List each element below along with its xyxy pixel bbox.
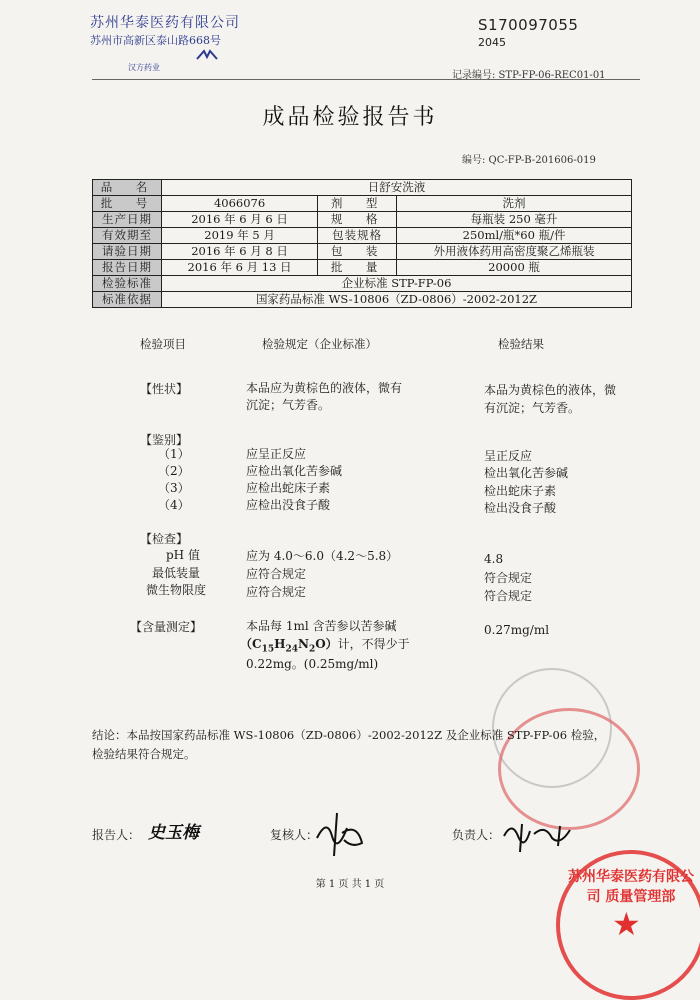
ident-no-1: （1） <box>158 447 190 461</box>
check-name-2: 最低装量 <box>152 566 201 580</box>
ident-rule-3: 应检出蛇床子素 <box>246 481 331 495</box>
conclusion-line2: 检验结果符合规定。 <box>92 747 196 761</box>
table-row <box>93 228 632 244</box>
ident-result-4: 检出没食子酸 <box>484 501 557 515</box>
batch-value: 4066076 <box>162 196 318 212</box>
reporter-label: 报告人： <box>92 828 141 842</box>
ident-rule-2: 应检出氧化苦参碱 <box>246 464 343 478</box>
page-number: 第 1 页 共 1 页 <box>315 879 385 890</box>
column-header-result: 检验结果 <box>498 337 544 351</box>
column-header-rule: 检验规定（企业标准） <box>262 337 377 351</box>
table-row <box>93 180 632 196</box>
basis-value: 国家药品标准 WS-10806（ZD-0806）-2002-2012Z <box>162 292 632 308</box>
table-row <box>93 276 632 292</box>
product-label: 品 名 <box>93 180 162 196</box>
request-date-label: 请验日期 <box>93 244 162 260</box>
report-date-value: 2016 年 6 月 13 日 <box>162 260 318 276</box>
info-table <box>92 179 632 308</box>
conclusion <box>92 726 652 764</box>
ident-no-3: （3） <box>158 481 190 495</box>
reviewer-label: 复核人： <box>270 828 319 842</box>
star-icon: ★ <box>612 905 641 943</box>
formula-open: （C <box>240 637 262 651</box>
exp-value: 2019 年 5 月 <box>162 228 318 244</box>
check-rule-1: 应为 4.0～6.0（4.2～5.8） <box>246 549 399 563</box>
conclusion-line1: 结论：本品按国家药品标准 WS-10806（ZD-0806）-2002-2012Z 及企业标准 STP-FP-06 检验， <box>92 728 606 742</box>
document-subnumber: 2045 <box>478 36 506 49</box>
reporter-signature: 史玉梅 <box>148 823 199 843</box>
trait-rule-line1: 本品应为黄棕色的液体，微有 <box>246 381 403 395</box>
document-number: S170097055 <box>478 16 579 34</box>
ident-result-2: 检出氧化苦参碱 <box>484 466 569 480</box>
reviewer-signature-icon <box>312 808 372 862</box>
form-label: 剂 型 <box>318 196 397 212</box>
ident-result-1: 呈正反应 <box>484 449 533 463</box>
check-name-3: 微生物限度 <box>146 583 207 597</box>
section-ident-label: 【鉴别】 <box>140 433 189 447</box>
packaging-label: 包 装 <box>318 244 397 260</box>
ident-rule-1: 应呈正反应 <box>246 447 307 461</box>
check-name-1: pH 值 <box>166 548 200 562</box>
table-row <box>93 196 632 212</box>
section-check-label: 【检查】 <box>140 532 189 546</box>
product-value: 日舒安洗液 <box>162 180 632 196</box>
logo-icon <box>196 48 218 67</box>
table-row <box>93 260 632 276</box>
report-number: 编号: QC-FP-B-201606-019 <box>462 155 596 166</box>
packaging-value: 外用液体药用高密度聚乙烯瓶装 <box>397 244 632 260</box>
check-rule-2: 应符合规定 <box>246 567 307 581</box>
section-trait-label: 【性状】 <box>140 382 189 396</box>
company-seal-text: 苏州华泰医药有限公司 质量管理部 <box>568 869 694 905</box>
ident-result-3: 检出蛇床子素 <box>484 484 557 498</box>
logo-text: 汉方药业 <box>128 63 160 72</box>
pack-spec-label: 包装规格 <box>318 228 397 244</box>
assay-rule-line3: 0.22mg。(0.25mg/ml) <box>246 657 379 671</box>
form-value: 洗剂 <box>397 196 632 212</box>
batch-label: 批 号 <box>93 196 162 212</box>
check-rule-3: 应符合规定 <box>246 585 307 599</box>
formula-n-count: 2 <box>308 644 316 655</box>
ident-rule-4: 应检出没食子酸 <box>246 498 331 512</box>
mfg-label: 生产日期 <box>93 212 162 228</box>
check-result-3: 符合规定 <box>484 589 533 603</box>
company-address: 苏州市高新区泰山路668号 <box>90 34 221 47</box>
spec-value: 每瓶装 250 毫升 <box>397 212 632 228</box>
exp-label: 有效期至 <box>93 228 162 244</box>
section-assay-label: 【含量测定】 <box>130 620 203 634</box>
check-result-1: 4.8 <box>484 552 504 566</box>
table-row <box>93 244 632 260</box>
formula-n: N <box>297 637 309 651</box>
trait-rule-line2: 沉淀；气芳香。 <box>246 398 331 412</box>
formula-suffix: 计，不得少于 <box>337 637 410 651</box>
table-row <box>93 212 632 228</box>
table-row <box>93 292 632 308</box>
request-date-value: 2016 年 6 月 8 日 <box>162 244 318 260</box>
page-title: 成品检验报告书 <box>262 105 438 130</box>
pack-spec-value: 250ml/瓶*60 瓶/件 <box>397 228 632 244</box>
formula-close: O） <box>315 637 338 651</box>
company-name: 苏州华泰医药有限公司 <box>90 15 240 31</box>
standard-value: 企业标准 STP-FP-06 <box>162 276 632 292</box>
standard-label: 检验标准 <box>93 276 162 292</box>
spec-label: 规 格 <box>318 212 397 228</box>
header-divider <box>92 79 640 80</box>
approver-signature-icon <box>500 816 580 860</box>
assay-result: 0.27mg/ml <box>484 623 550 637</box>
trait-result-line2: 有沉淀；气芳香。 <box>484 401 581 415</box>
basis-label: 标准依据 <box>93 292 162 308</box>
formula-h: H <box>274 637 286 651</box>
formula-c-count: 15 <box>261 644 275 655</box>
approver-label: 负责人： <box>452 828 501 842</box>
ident-no-2: （2） <box>158 464 190 478</box>
quantity-value: 20000 瓶 <box>397 260 632 276</box>
ident-no-4: （4） <box>158 498 190 512</box>
assay-rule-line1: 本品每 1ml 含苦参以苦参碱 <box>246 619 397 633</box>
check-result-2: 符合规定 <box>484 571 533 585</box>
record-number: 记录编号: STP-FP-06-REC01-01 <box>452 70 606 81</box>
formula-h-count: 24 <box>285 644 298 655</box>
mfg-value: 2016 年 6 月 6 日 <box>162 212 318 228</box>
column-header-item: 检验项目 <box>140 337 186 351</box>
report-date-label: 报告日期 <box>93 260 162 276</box>
quantity-label: 批 量 <box>318 260 397 276</box>
trait-result-line1: 本品为黄棕色的液体，微 <box>484 383 617 397</box>
